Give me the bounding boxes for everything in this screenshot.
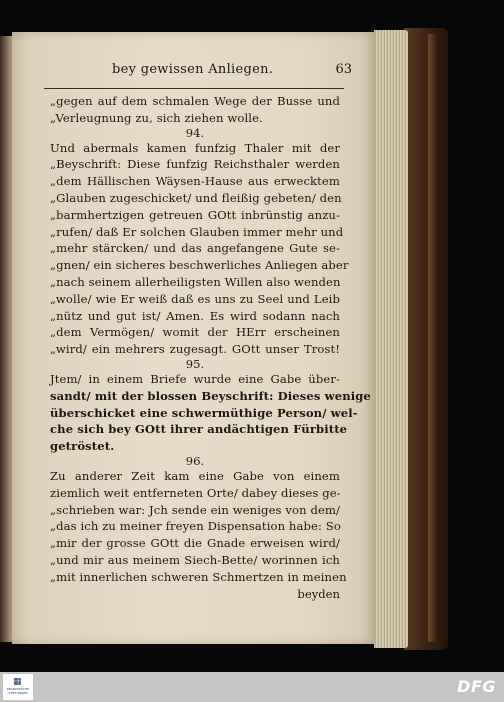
text-line: Und abermals kamen funfzig Thaler mit der (50, 140, 340, 155)
paragraph-94 (50, 140, 349, 358)
text-line: „gnen/ ein sicheres beschwerliches Anliegen aber (50, 258, 349, 273)
text-line: „nach seinem allerheiligsten Willen also wenden (50, 274, 341, 289)
section-number-95: 95. (185, 356, 205, 371)
book-cover (404, 28, 448, 650)
section-number-94: 94. (185, 125, 205, 140)
section-number-96: 96. (185, 453, 205, 468)
text-line: „Glauben zugeschicket/ und fleißig gebeten/ den (50, 190, 342, 205)
text-line: getröstet. (50, 439, 115, 454)
page-text (50, 62, 371, 602)
text-line: „rufen/ daß Er solchen Glauben immer mehr und (50, 224, 344, 239)
text-line: „wird/ ein mehrers zugesagt. GOtt unser Trost! (50, 342, 340, 357)
book-page (12, 32, 376, 644)
text-line: „mehr stärcken/ und das angefangene Gute se- (50, 241, 340, 256)
text-line: „mit innerlichen schweren Schmertzen in meinen (50, 569, 347, 584)
institution-logo[interactable] (3, 674, 33, 700)
text-line: „barmhertzigen getreuen GOtt inbrünstig anzu- (50, 207, 340, 222)
header-rule (44, 88, 344, 89)
text-line: „Verleugnung zu, sich ziehen wolle. (50, 110, 263, 125)
viewer-footer-bar (0, 672, 504, 702)
text-line: che sich bey GOtt ihrer andächtigen Fürbitte (50, 422, 348, 437)
paragraph-96 (50, 468, 347, 586)
page-stack-edge (374, 30, 408, 648)
text-line: „mir der grosse GOtt die Gnade erweisen wird/ (50, 536, 340, 551)
logo-mark-icon: ▦ (13, 677, 22, 687)
text-line: Zu anderer Zeit kam eine Gabe von einem (50, 468, 340, 483)
text-line: „wolle/ wie Er weiß daß es uns zu Seel und Leib (50, 291, 340, 306)
text-line: „das ich zu meiner freyen Dispensation habe: So (50, 519, 341, 534)
page-header (50, 62, 352, 82)
text-line: „dem Vermögen/ womit der HErr erscheinen (50, 325, 340, 340)
paragraph-a (50, 93, 340, 127)
logo-text: FRANCKESCHE STIFTUNGEN (6, 687, 30, 695)
text-line: sandt/ mit der blossen Beyschrift: Dieses wenige (50, 388, 371, 403)
dfg-logo[interactable]: DFG (457, 677, 496, 696)
text-line: Jtem/ in einem Briefe wurde eine Gabe über- (50, 371, 340, 386)
text-line: überschicket eine schwermüthige Person/ wel- (50, 405, 358, 420)
running-head: bey gewissen Anliegen. (112, 62, 274, 77)
paragraph-95 (50, 371, 371, 455)
text-line: „Beyschrift: Diese funfzig Reichsthaler werden (50, 157, 340, 172)
text-line: „dem Hällischen Wäysen-Hause aus erwecktem (50, 174, 340, 189)
book-spread (0, 28, 448, 650)
text-line: ziemlich weit entferneten Orte/ dabey dieses ge- (50, 485, 341, 500)
text-line: „nütz und gut ist/ Amen. Es wird sodann nach (50, 308, 340, 323)
cover-edge (428, 34, 438, 642)
text-line: „schrieben war: Jch sende ein weniges von dem/ (50, 502, 341, 517)
text-line: „und mir aus meinem Siech-Bette/ worinnen ich (50, 552, 340, 567)
catchword: beyden (297, 586, 340, 601)
text-line: „gegen auf dem schmalen Wege der Busse und (50, 94, 340, 108)
page-number: 63 (335, 62, 352, 77)
